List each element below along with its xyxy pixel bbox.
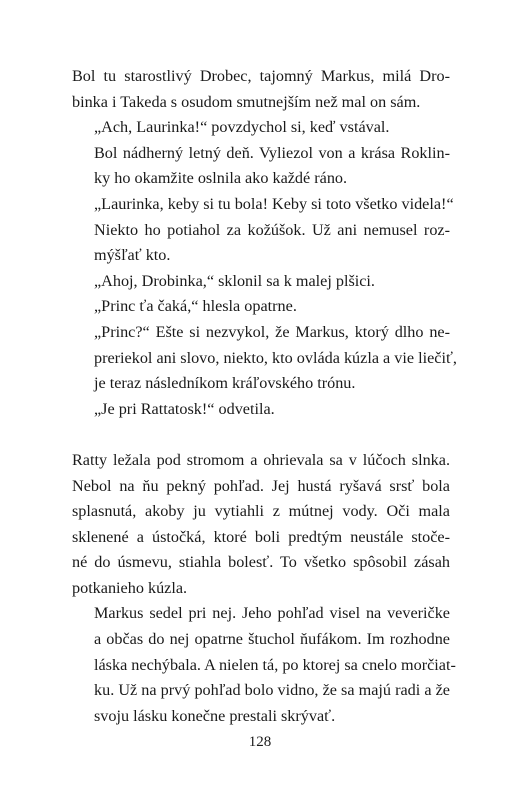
text-line: „Ahoj, Drobinka,“ sklonil sa k malej plšici. (94, 271, 375, 290)
text-line: „Princ?“ Ešte si nezvykol, že Markus, ktorý dlho ne- (94, 322, 450, 341)
text-line: „Princ ťa čaká,“ hlesla opatrne. (94, 297, 297, 316)
text-line: svoju lásku konečne prestali skrývať. (94, 706, 336, 725)
paragraph (72, 192, 454, 218)
paragraph (72, 269, 450, 295)
paragraph (72, 397, 450, 423)
paragraph (72, 601, 456, 729)
section-break (72, 422, 450, 448)
text-block-1 (72, 64, 457, 422)
text-line: sklenené a ústočká, ktoré boli predtým neustále stoče- (72, 527, 450, 546)
paragraph (72, 320, 457, 397)
text-line: Nebol na ňu pekný pohľad. Jej hustá ryšavá srsť bola (72, 476, 450, 495)
paragraph (72, 448, 450, 602)
text-line: mýšľať kto. (94, 246, 171, 265)
text-line: preriekol ani slovo, niekto, kto ovláda kúzla a vie liečiť, (94, 348, 457, 367)
text-line: je teraz následníkom kráľovského trónu. (94, 374, 356, 393)
text-line: potkanieho kúzla. (72, 578, 188, 597)
text-block-2 (72, 448, 456, 730)
text-line: „Laurinka, keby si tu bola! Keby si toto všetko videla!“ (94, 194, 454, 213)
text-line: splasnutá, akoby ju vytiahli z mútnej vody. Oči mala (72, 502, 450, 521)
text-line: Bol nádherný letný deň. Vyliezol von a krása Roklin- (94, 143, 450, 162)
text-line: láska nechýbala. A nielen tá, po ktorej sa cnelo morčiat- (94, 655, 456, 674)
paragraph (72, 294, 450, 320)
text-line: Ratty ležala pod stromom a ohrievala sa v lúčoch slnka. (72, 450, 450, 469)
paragraph (72, 64, 450, 115)
text-line: ku. Už na prvý pohľad bolo vidno, že sa majú radi a že (94, 681, 450, 700)
page-text (72, 64, 457, 729)
text-line: a občas do nej opatrne štuchol ňufákom. Im rozhodne (94, 630, 450, 649)
text-line: binka i Takeda s osudom smutnejším než mal on sám. (72, 92, 421, 111)
paragraph (72, 141, 450, 192)
text-line: Bol tu starostlivý Drobec, tajomný Markus, milá Dro- (72, 67, 450, 85)
text-line: Niekto ho potiahol za kožúšok. Už ani nemusel roz- (94, 220, 450, 239)
text-line: „Je pri Rattatosk!“ odvetila. (94, 399, 275, 418)
page-number: 128 (248, 734, 272, 750)
paragraph (72, 218, 450, 269)
text-line: Markus sedel pri nej. Jeho pohľad visel na veveričke (94, 604, 450, 623)
text-line: ky ho okamžite oslnila ako každé ráno. (94, 169, 348, 188)
text-line: né do úsmevu, stiahla bolesť. To všetko spôsobil zásah (72, 553, 450, 572)
paragraph (72, 115, 450, 141)
text-line: „Ach, Laurinka!“ povzdychol si, keď vstával. (94, 118, 390, 137)
